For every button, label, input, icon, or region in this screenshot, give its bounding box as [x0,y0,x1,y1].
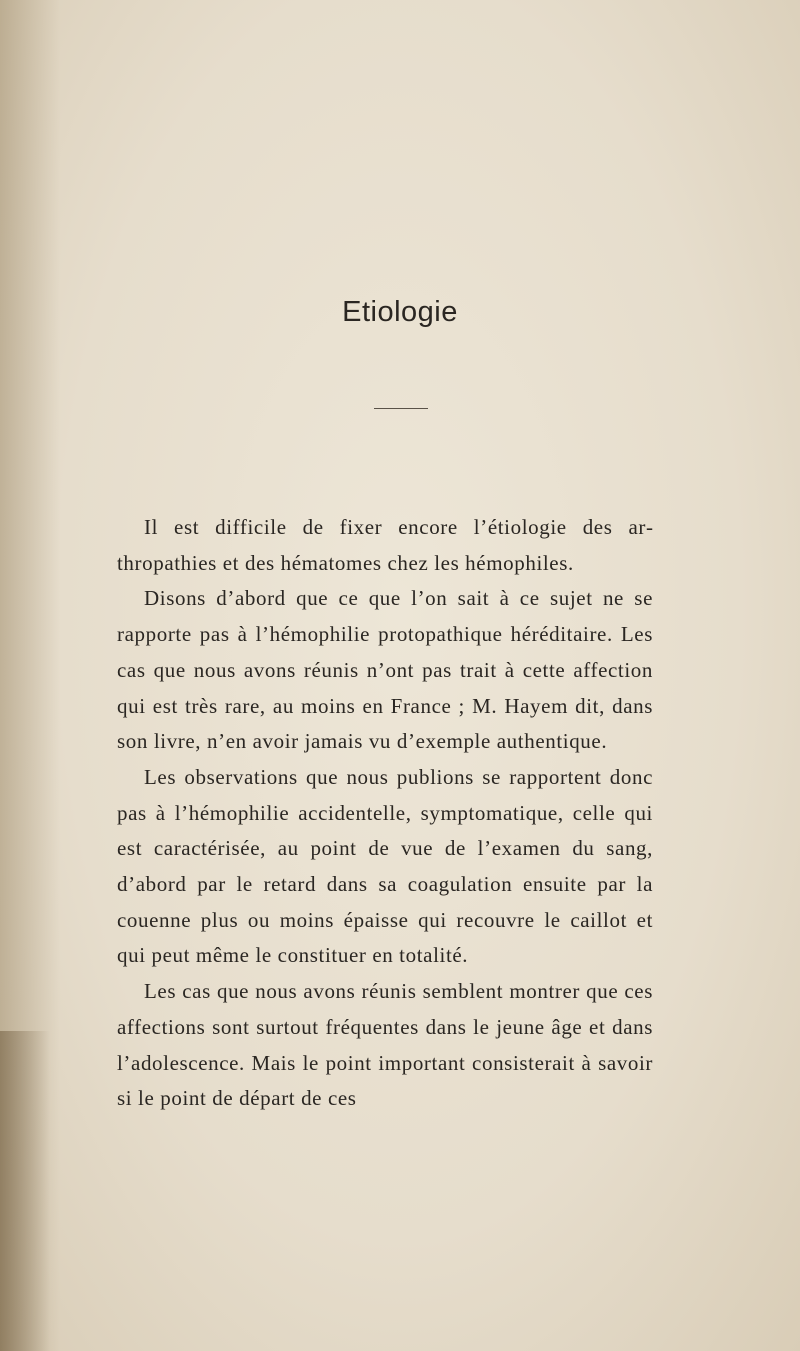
paragraph-4: Les cas que nous avons réunis semblent montrer que ces affections sont surtout fréquentes dans le jeune âge et dans l’adolescence. Mais le point important consisterait à savoir si le point de départ de ces [117,979,653,1111]
page-corner-shadow [0,1031,50,1351]
paragraph-2: Disons d’abord que ce que l’on sait à ce sujet ne se rapporte pas à l’hémophilie protopathique héréditaire. Les cas que nous avons réunis n’ont pas trait à cette affection qui est très rare, au moins en France ; M. Hayem dit, dans son livre, n’en avoir jamais vu d’exemple authentique. [117,586,653,754]
title-divider [374,408,428,409]
page-title: Etiologie [342,296,458,328]
body-text [117,510,653,1117]
paragraph-3: Les observations que nous publions se rapportent donc pas à l’hémophilie accidentelle, symptomatique, celle qui est caractérisée, au point de vue de l’examen du sang, d’abord par le retard dans sa coagulation ensuite par la couenne plus ou moins épaisse qui recouvre le caillot et qui peut même le constituer en totalité. [117,764,653,968]
paragraph-1: Il est difficile de fixer encore l’étiologie des arthropathies et des hématomes chez les hémophiles. [117,515,653,575]
